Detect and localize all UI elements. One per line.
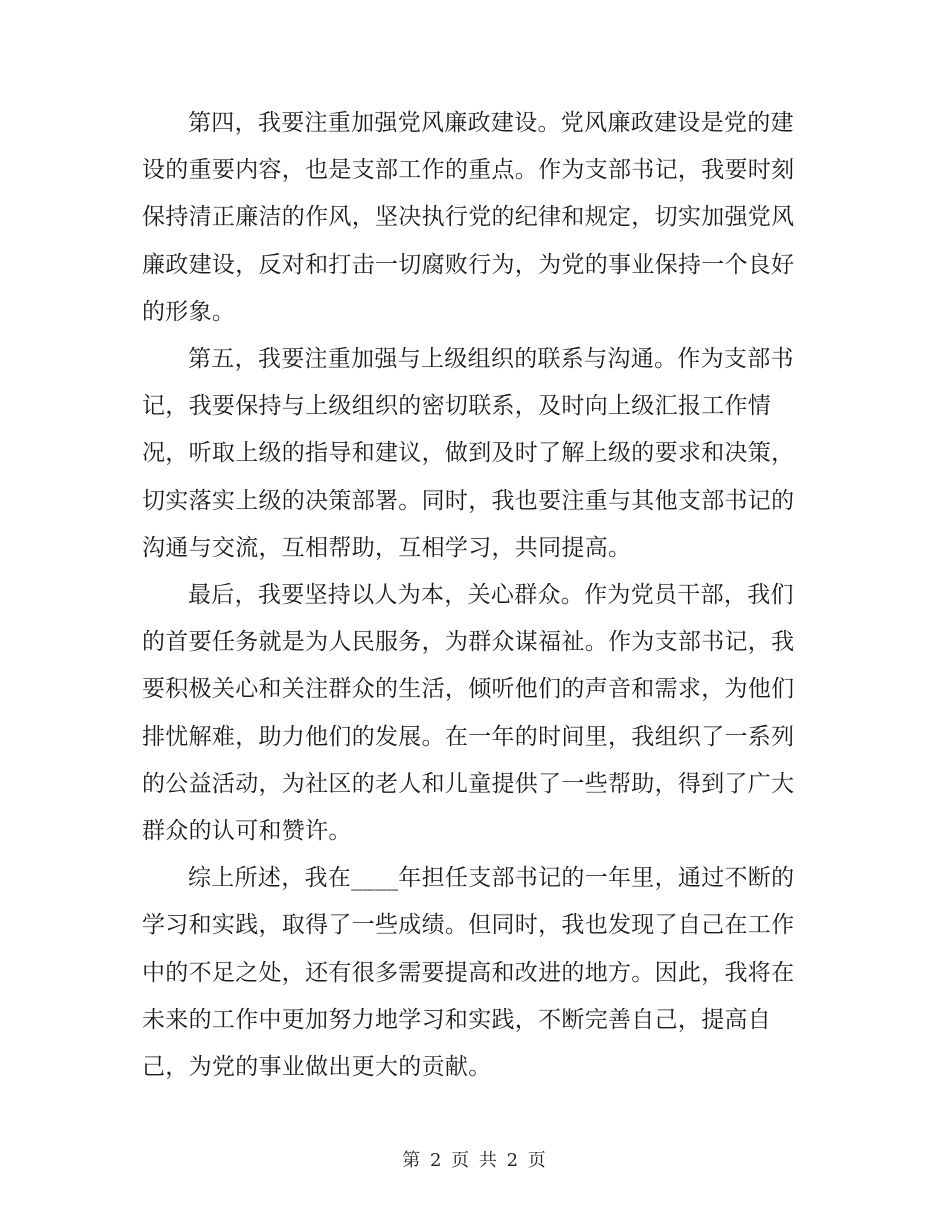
paragraph-fifth-point: 第五，我要注重加强与上级组织的联系与沟通。作为支部书记，我要保持与上级组织的密切联系，及时向上级汇报工作情况，听取上级的指导和建议，做到及时了解上级的要求和决策，切实落实上级的决策部署。同时，我也要注重与其他支部书记的沟通与交流，互相帮助，互相学习，共同提高。 [142,346,795,561]
paragraph-conclusion: 综上所述，我在____年担任支部书记的一年里，通过不断的学习和实践，取得了一些成绩。但同时，我也发现了自己在工作中的不足之处，还有很多需要提高和改进的地方。因此，我将在未来的工作中更加努力地学习和实践，不断完善自己，提高自己，为党的事业做出更大的贡献。 [142,865,795,1081]
paragraph-final-point: 最后，我要坚持以人为本，关心群众。作为党员干部，我们的首要任务就是为人民服务，为群众谋福祉。作为支部书记，我要积极关心和关注群众的生活，倾听他们的声音和需求，为他们排忧解难，助力他们的发展。在一年的时间里，我组织了一系列的公益活动，为社区的老人和儿童提供了一些帮助，得到了广大群众的认可和赞许。 [142,582,795,845]
paragraph-fourth-point: 第四，我要注重加强党风廉政建设。党风廉政建设是党的建设的重要内容，也是支部工作的重点。作为支部书记，我要时刻保持清正廉洁的作风，坚决执行党的纪律和规定，切实加强党风廉政建设，反对和打击一切腐败行为，为党的事业保持一个良好的形象。 [142,110,795,325]
document-body [142,100,812,1091]
page-footer: 第 2 页 共 2 页 [402,1150,548,1171]
